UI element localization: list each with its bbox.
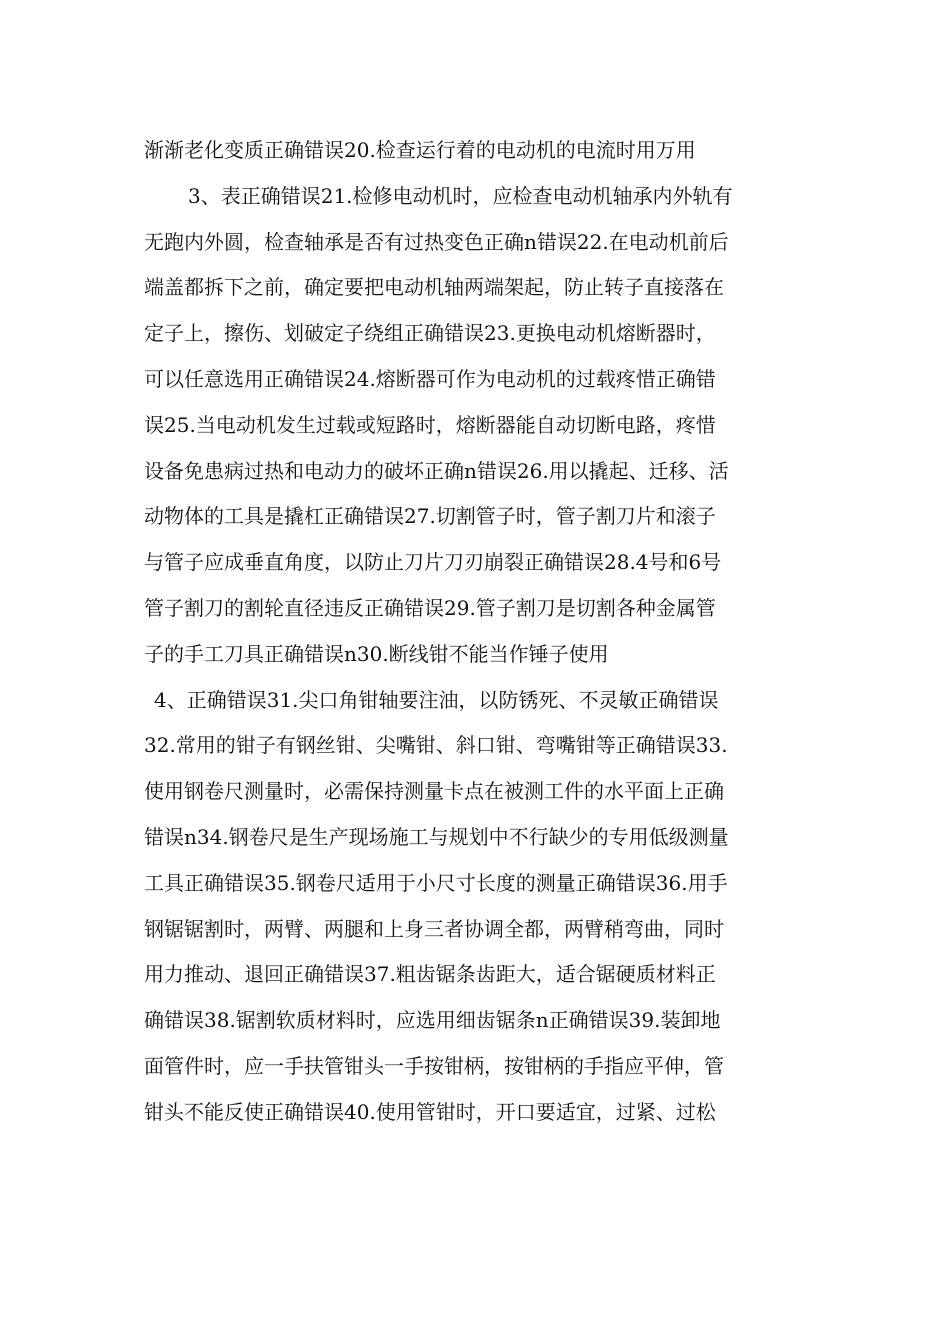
text-line: 使用钢卷尺测量时，必需保持测量卡点在被测工件的水平面上正确 <box>144 779 724 804</box>
text-line: 设备免患病过热和电动力的破坏正确n错误26.用以撬起、迁移、活 <box>144 458 729 483</box>
document-body <box>144 128 824 1136</box>
text-line: 错误n34.钢卷尺是生产现场施工与规划中不行缺少的专用低级测量 <box>144 824 729 849</box>
text-line: 钳头不能反使正确错误40.使用管钳时，开口要适宜，过紧、过松 <box>144 1099 716 1124</box>
text-line: 32.常用的钳子有钢丝钳、尖嘴钳、斜口钳、弯嘴钳等正确错误33. <box>144 733 728 758</box>
text-line: 工具正确错误35.钢卷尺适用于小尺寸长度的测量正确错误36.用手 <box>144 870 728 895</box>
text-line: 可以任意选用正确错误24.熔断器可作为电动机的过载疼惜正确错 <box>144 366 716 391</box>
text-line: 确错误38.锯割软质材料时，应选用细齿锯条n正确错误39.装卸地 <box>144 1008 721 1033</box>
text-line: 定子上，擦伤、划破定子绕组正确错误23.更换电动机熔断器时， <box>144 321 716 346</box>
text-line: 4、正确错误31.尖口角钳轴要注油，以防锈死、不灵敏正确错误 <box>154 687 719 712</box>
text-line: 子的手工刀具正确错误n30.断线钳不能当作锤子使用 <box>144 641 609 666</box>
text-line: 用力推动、退回正确错误37.粗齿锯条齿距大，适合锯硬质材料正 <box>144 962 716 987</box>
text-line: 3、表正确错误21.检修电动机时，应检查电动机轴承内外轨有 <box>188 183 733 208</box>
text-line: 管子割刀的割轮直径违反正确错误29.管子割刀是切割各种金属管 <box>144 595 716 620</box>
text-line: 与管子应成垂直角度，以防止刀片刀刃崩裂正确错误28.4号和6号 <box>144 550 722 575</box>
text-line: 面管件时，应一手扶管钳头一手按钳柄，按钳柄的手指应平伸，管 <box>144 1053 724 1078</box>
text-line: 无跑内外圆，检查轴承是否有过热变色正确n错误22.在电动机前后 <box>144 229 729 254</box>
text-line: 渐渐老化变质正确错误20.检查运行着的电动机的电流时用万用 <box>144 138 696 162</box>
text-line: 端盖都拆下之前，确定要把电动机轴两端架起，防止转子直接落在 <box>144 275 724 300</box>
text-line: 误25.当电动机发生过载或短路时，熔断器能自动切断电路，疼惜 <box>144 412 716 437</box>
text-line: 动物体的工具是撬杠正确错误27.切割管子时，管子割刀片和滚子 <box>144 504 716 529</box>
text-line: 钢锯锯割时，两臂、两腿和上身三者协调全都，两臂稍弯曲，同时 <box>144 916 724 941</box>
